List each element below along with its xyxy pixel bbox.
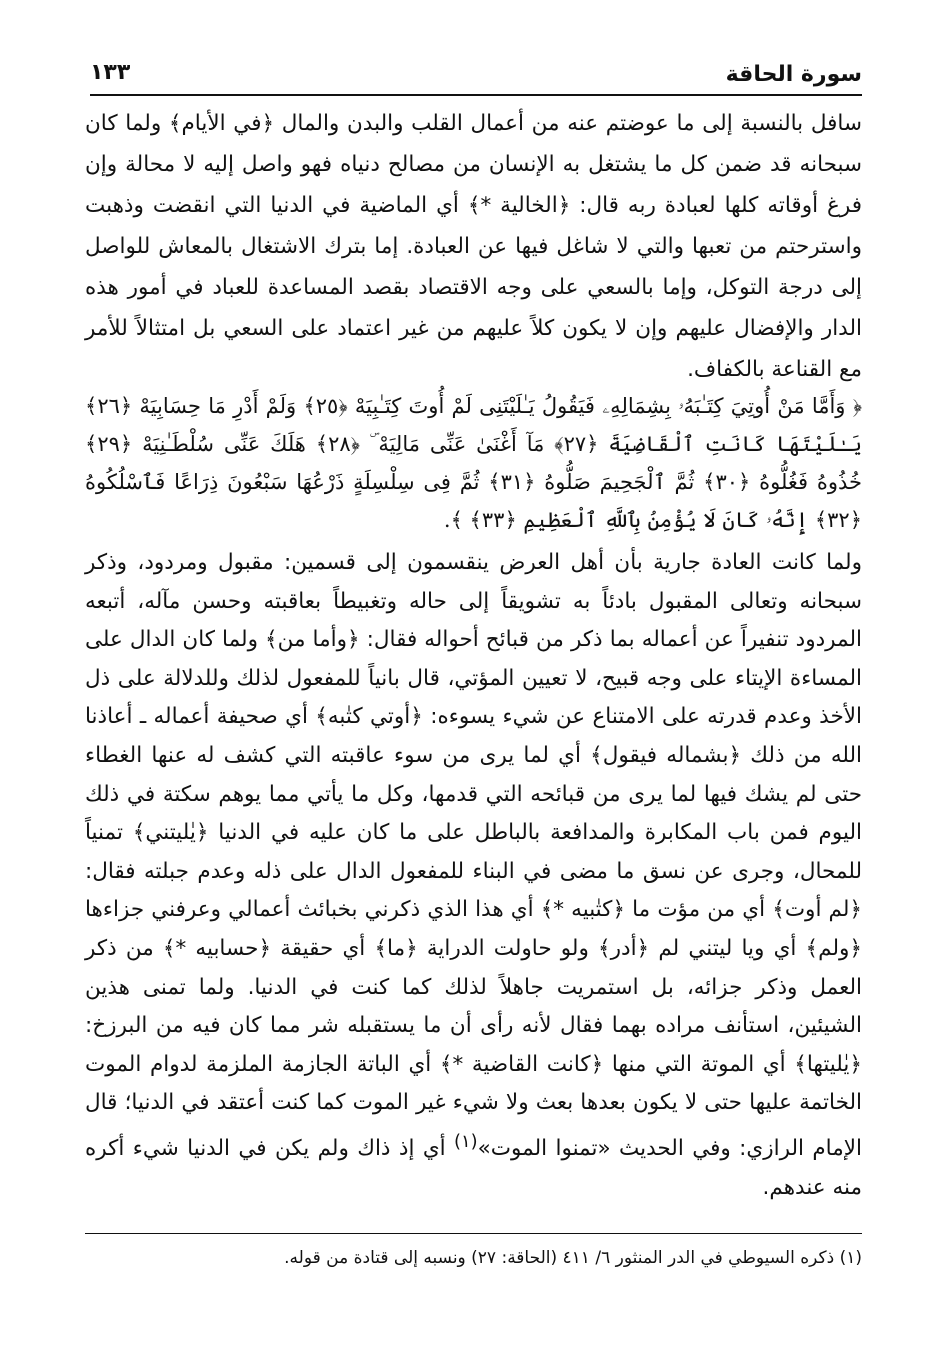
footnote-reference[interactable]: (١)	[454, 1130, 478, 1152]
commentary-paragraph-2	[85, 544, 862, 1207]
commentary-paragraph-1: سافل بالنسبة إلى ما عوضتم عنه من أعمال القلب والبدن والمال ﴿في الأيام﴾ ولما كان سبحانه قد ضمن كل ما يشتغل به الإنسان من مصالح دنياه فهو واصل إليه لا محالة وإن فرغ أوقاته كلها لعبادة ربه قال: ﴿الخالية *﴾ أي الماضية في الدنيا التي انقضت وذهبت واسترحتم من تعبها والتي لا شاغل فيها عن العبادة. إما بترك الاشتغال بالمعاش للواصل إلى درجة التوكل، وإما بالسعي على وجه الاقتصاد بقصد المساعدة للعباد في أمور هذه الدار والإفضال عليهم وإن لا يكون كلاً عليهم من غير اعتماد على السعي بل امتثالاً للأمر مع القناعة بالكفاف.	[85, 111, 862, 382]
footnote-divider	[85, 1233, 862, 1234]
page-number: ١٣٣	[90, 60, 131, 85]
paragraph-2-text: ولما كانت العادة جارية بأن أهل العرض ينقسمون إلى قسمين: مقبول ومردود، وذكر سبحانه وتعالى المقبول بادئاً به تشويقاً إلى حاله وتغبيطاً بعاقبته وحسن مآله، أتبعه المردود تنفيراً عن أعماله بما ذكر من قبائح أحواله فقال: ﴿وأما من﴾ ولما كان الدال على المساءة الإيتاء على وجه قبيح، لا تعيين المؤتي، قال بانياً للمفعول لذلك وللدلالة على ذل الأخذ وعدم قدرته على الامتناع عن شيء يسوءه: ﴿أوتي كتٰبه﴾ أي صحيفة أعماله ـ أعاذنا الله من ذلك ﴿بشماله فيقول﴾ أي لما يرى من سوء عاقبته التي كشف له عنها الغطاء حتى لم يشك فيها لما يرى من قبائحه التي قدمها، وكل ما يأتي مما يوهم سكتة في ذلك اليوم فمن باب المكابرة والمدافعة بالباطل على ما كان عليه في الدنيا ﴿يٰليتني﴾ تمنياً للمحال، وجرى عن نسق ما مضى في البناء للمفعول الدال على ذله وعدم جبلته فقال: ﴿لم أوت﴾ أي من مؤت ما ﴿كتٰبيه *﴾ أي هذا الذي ذكرني بخبائث أعمالي وعرفني جزاءها ﴿ولم﴾ أي ويا ليتني لم ﴿أدر﴾ ولو حاولت الدراية ﴿ما﴾ أي حقيقة ﴿حسابيه *﴾ من ذكر العمل وذكر جزائه، بل استمريت جاهلاً لذلك كما كنت في الدنيا. ولما تمنى هذين الشيئين، استأنف مراده بهما فقال لأنه رأى أن ما يستقبله شر مما كان فيه من البرزخ: ﴿يٰليتها﴾ أي الموتة التي منها ﴿كانت القاضية *﴾ أي الباتة الجازمة الملزمة لدوام الموت الخاتمة عليها حتى لا يكون بعدها بعث ولا شيء غير الموت كما كنت أعتقد في الدنيا؛ قال الإمام الرازي: وفي الحديث «تمنوا الموت»	[85, 550, 862, 1162]
running-header	[90, 60, 862, 96]
surah-title: سورة الحاقة	[725, 62, 862, 87]
paragraph-2-tail: أي إذ ذاك ولم يكن في الدنيا شيء أكره منه عندهم.	[85, 1136, 862, 1200]
quran-verses-block: ﴿ وَأَمَّا مَنْ أُوتِيَ كِتَـٰبَهُۥ بِشِمَالِهِۦ فَيَقُولُ يَـٰلَيْتَنِى لَمْ أُوتَ كِتَـٰبِيَهْ ﴿٢٥﴾ وَلَمْ أَدْرِ مَا حِسَابِيَهْ ﴿٢٦﴾ يَـٰلَيْتَهَا كَانَتِ ٱلْقَاضِيَةَ ﴿٢٧﴾ مَآ أَغْنَىٰ عَنِّى مَالِيَهْ ۜ ﴿٢٨﴾ هَلَكَ عَنِّى سُلْطَـٰنِيَهْ ﴿٢٩﴾ خُذُوهُ فَغُلُّوهُ ﴿٣٠﴾ ثُمَّ ٱلْجَحِيمَ صَلُّوهُ ﴿٣١﴾ ثُمَّ فِى سِلْسِلَةٍ ذَرْعُهَا سَبْعُونَ ذِرَاعًا فَٱسْلُكُوهُ ﴿٣٢﴾ إِنَّهُۥ كَانَ لَا يُؤْمِنُ بِٱللَّهِ ٱلْعَظِيمِ ﴿٣٣﴾ ﴾.	[85, 394, 863, 532]
footnote: (١) ذكره السيوطي في الدر المنثور ٦/ ٤١١ (الحاقة: ٢٧) ونسبه إلى قتادة من قوله.	[284, 1248, 862, 1268]
